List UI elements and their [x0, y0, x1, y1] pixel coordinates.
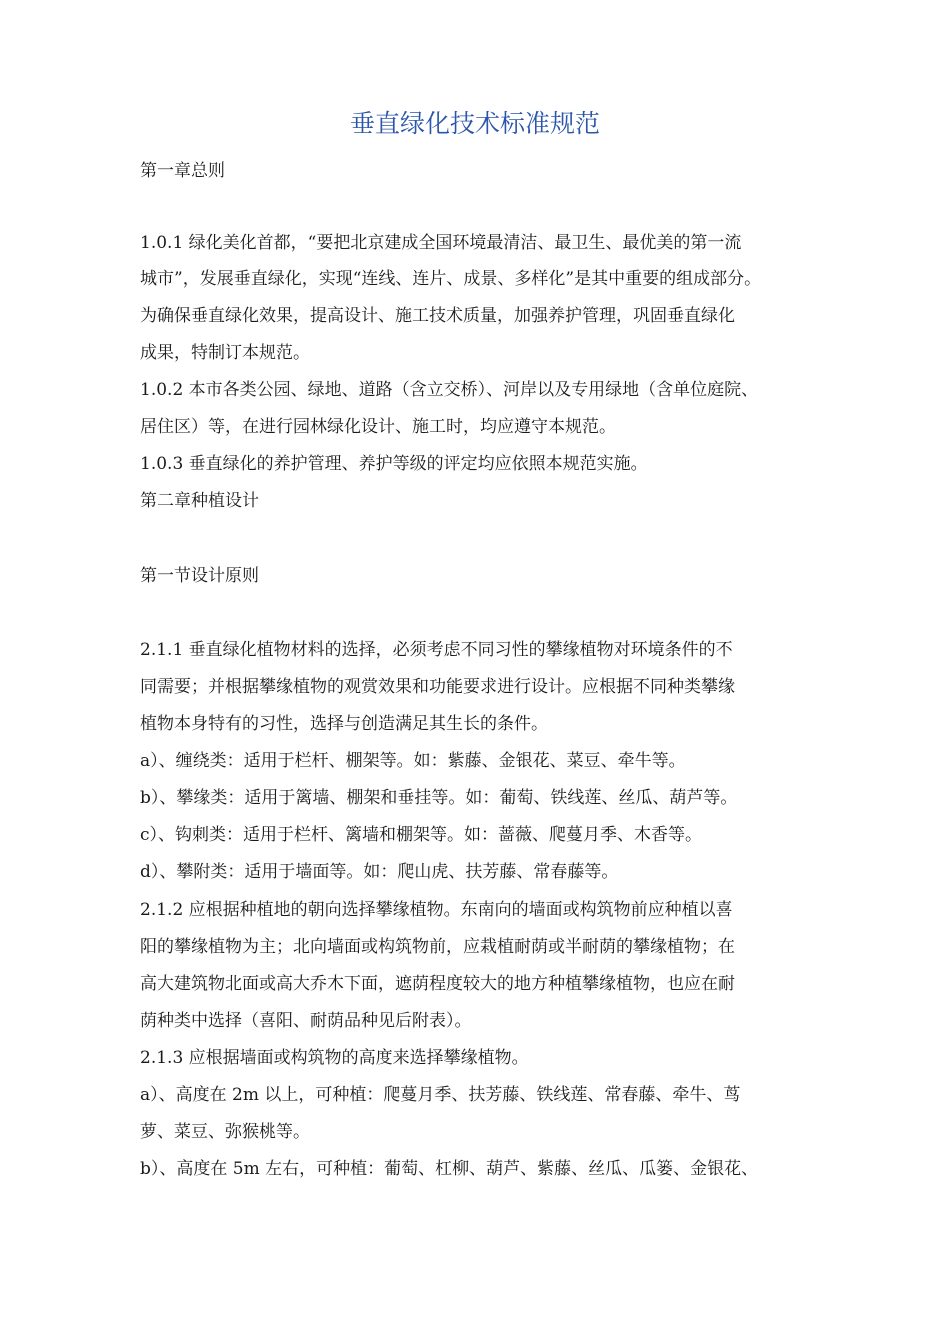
- paragraph-line: 同需要；并根据攀缘植物的观赏效果和功能要求进行设计。应根据不同种类攀缘: [140, 677, 735, 697]
- paragraph-line: 2.1.1 垂直绿化植物材料的选择，必须考虑不同习性的攀缘植物对环境条件的不: [140, 640, 733, 660]
- paragraph-line: 2.1.2 应根据种植地的朝向选择攀缘植物。东南向的墙面或构筑物前应种植以喜: [140, 900, 733, 920]
- paragraph-line: 植物本身特有的习性，选择与创造满足其生长的条件。: [140, 714, 548, 734]
- list-item: d）、攀附类：适用于墙面等。如：爬山虎、扶芳藤、常春藤等。: [140, 862, 619, 882]
- list-item: a）、高度在 2m 以上，可种植：爬蔓月季、扶芳藤、铁线莲、常春藤、牵牛、茑: [140, 1085, 741, 1105]
- chapter-heading: 第二章种植设计: [140, 491, 259, 511]
- paragraph-line: 居住区）等，在进行园林绿化设计、施工时，均应遵守本规范。: [140, 417, 616, 437]
- list-item: b）、攀缘类：适用于篱墙、棚架和垂挂等。如：葡萄、铁线莲、丝瓜、葫芦等。: [140, 788, 738, 808]
- paragraph-line: 1.0.1 绿化美化首都，“要把北京建成全国环境最清洁、最卫生、最优美的第一流: [140, 233, 742, 253]
- chapter-heading: 第一章总则: [140, 161, 225, 181]
- list-item: 萝、菜豆、弥猴桃等。: [140, 1122, 310, 1142]
- paragraph-line: 高大建筑物北面或高大乔木下面，遮荫程度较大的地方种植攀缘植物，也应在耐: [140, 974, 735, 994]
- paragraph-line: 1.0.2 本市各类公园、绿地、道路（含立交桥）、河岸以及专用绿地（含单位庭院、: [140, 380, 759, 400]
- document-title: 垂直绿化技术标准规范: [349, 109, 600, 138]
- paragraph-line: 1.0.3 垂直绿化的养护管理、养护等级的评定均应依照本规范实施。: [140, 454, 648, 474]
- paragraph-line: 城市”，发展垂直绿化，实现“连线、连片、成景、多样化”是其中重要的组成部分。: [140, 269, 762, 289]
- list-item: c）、钩刺类：适用于栏杆、篱墙和棚架等。如：蔷薇、爬蔓月季、木香等。: [140, 825, 703, 845]
- list-item: a）、缠绕类：适用于栏杆、棚架等。如：紫藤、金银花、菜豆、牵牛等。: [140, 751, 686, 771]
- list-item: b）、高度在 5m 左右，可种植：葡萄、杠柳、葫芦、紫藤、丝瓜、瓜篓、金银花、: [140, 1159, 759, 1179]
- paragraph-line: 荫种类中选择（喜阳、耐荫品种见后附表）。: [140, 1011, 472, 1031]
- section-heading: 第一节设计原则: [140, 566, 259, 586]
- paragraph-line: 成果，特制订本规范。: [140, 343, 310, 363]
- paragraph-line: 阳的攀缘植物为主；北向墙面或构筑物前，应栽植耐荫或半耐荫的攀缘植物；在: [140, 937, 735, 957]
- paragraph-line: 2.1.3 应根据墙面或构筑物的高度来选择攀缘植物。: [140, 1048, 529, 1068]
- paragraph-line: 为确保垂直绿化效果，提高设计、施工技术质量，加强养护管理，巩固垂直绿化: [140, 306, 735, 326]
